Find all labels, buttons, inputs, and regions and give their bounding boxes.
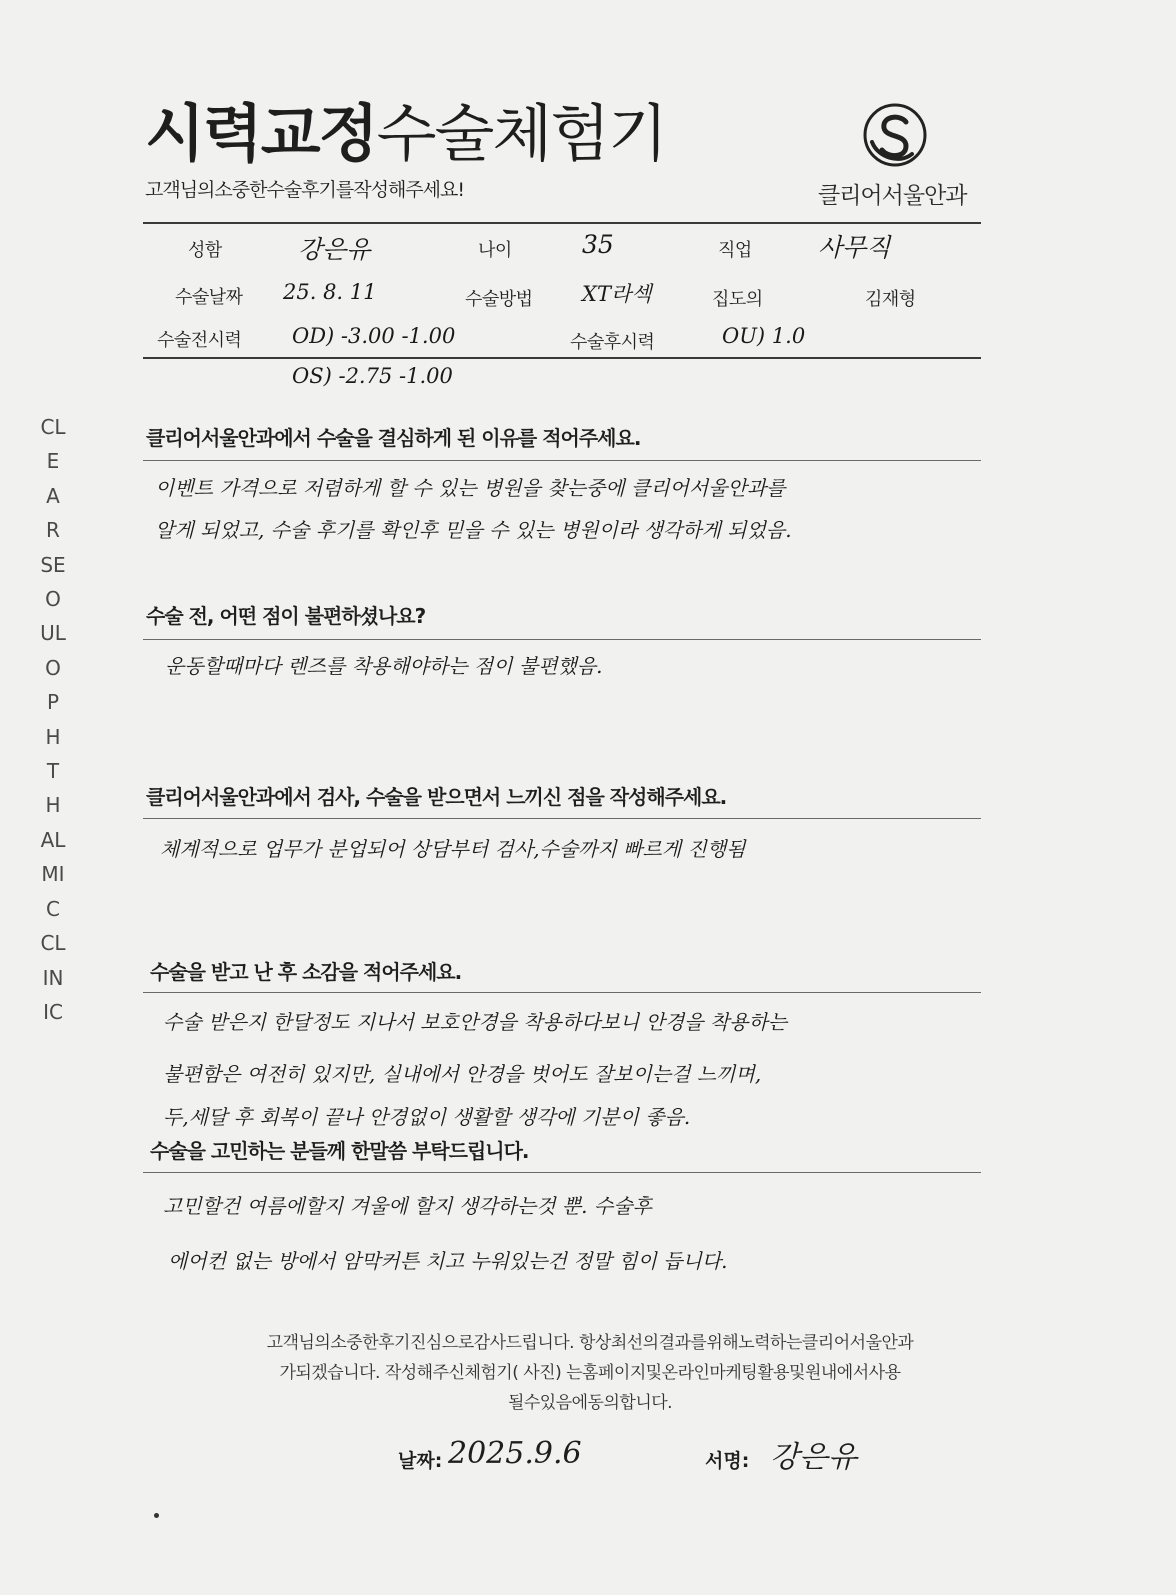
pre-vision-os: OS) -2.75 -1.00 — [292, 364, 453, 388]
page-subtitle: 고객님의소중한수술후기를작성해주세요! — [145, 179, 464, 201]
footer-date-label: 날짜: — [398, 1450, 443, 1472]
info-divider — [143, 357, 981, 359]
question-5-divider — [143, 1172, 981, 1173]
job-label: 직업 — [718, 240, 752, 261]
question-1: 클리어서울안과에서 수술을 결심하게 된 이유를 적어주세요. — [146, 426, 641, 450]
answer-3-line-1: 체계적으로 업무가 분업되어 상담부터 검사,수술까지 빠르게 진행됨 — [160, 837, 746, 861]
title-bold: 시력교정 — [145, 97, 377, 170]
surgery-method-label: 수술방법 — [465, 289, 533, 310]
age-label: 나이 — [478, 240, 512, 261]
side-clinic-name: CLEAR SEOUL OPHTHALMIC CLINIC — [40, 415, 73, 1024]
consent-notice-line-1: 고객님의소중한후기진심으로감사드립니다. 항상최선의결과를위해노력하는클리어서울안과 — [266, 1333, 914, 1353]
clinic-logo-text: 클리어서울안과 — [818, 183, 967, 209]
question-3-divider — [143, 818, 981, 819]
page-title — [145, 84, 666, 173]
answer-5-line-1: 고민할건 여름에할지 겨울에 할지 생각하는것 뿐. 수술후 — [163, 1194, 652, 1218]
doctor-value: 김재형 — [865, 289, 916, 310]
question-3: 클리어서울안과에서 검사, 수술을 받으면서 느끼신 점을 작성해주세요. — [146, 785, 727, 809]
answer-4-line-2: 불편함은 여전히 있지만, 실내에서 안경을 벗어도 잘보이는걸 느끼며, — [163, 1062, 762, 1086]
clinic-logo-icon — [860, 100, 930, 170]
header-divider — [143, 222, 981, 224]
consent-notice-line-3: 될수있음에동의합니다. — [507, 1393, 673, 1413]
question-2: 수술 전, 어떤 점이 불편하셨나요? — [146, 604, 426, 628]
consent-notice — [180, 1328, 1000, 1418]
title-light: 수술체험기 — [376, 97, 667, 170]
job-value: 사무직 — [818, 233, 891, 262]
name-label: 성함 — [188, 240, 222, 261]
question-1-divider — [143, 460, 981, 461]
post-vision-label: 수술후시력 — [570, 332, 655, 353]
answer-4-line-1: 수술 받은지 한달정도 지나서 보호안경을 착용하다보니 안경을 착용하는 — [163, 1010, 788, 1034]
question-4-divider — [143, 992, 981, 993]
footer-date-value: 2025.9.6 — [448, 1436, 582, 1471]
footer-signature-label: 서명: — [705, 1450, 750, 1472]
question-5: 수술을 고민하는 분들께 한말씀 부탁드립니다. — [150, 1139, 529, 1163]
consent-notice-line-2: 가되겠습니다. 작성해주신체험기( 사진) 는홈페이지및온라인마케팅활용및원내에서사용 — [279, 1363, 901, 1383]
answer-1-line-2: 알게 되었고, 수술 후기를 확인후 믿을 수 있는 병원이라 생각하게 되었음. — [155, 518, 792, 542]
pre-vision-label: 수술전시력 — [157, 330, 242, 351]
doctor-label: 집도의 — [712, 289, 763, 310]
answer-5-line-2: 에어컨 없는 방에서 암막커튼 치고 누워있는건 정말 힘이 듭니다. — [168, 1249, 728, 1273]
surgery-method-value: XT라섹 — [582, 282, 652, 306]
footer-signature-value: 강은유 — [770, 1440, 857, 1475]
surgery-date-value: 25. 8. 11 — [283, 280, 377, 304]
answer-1-line-1: 이벤트 가격으로 저렴하게 할 수 있는 병원을 찾는중에 클리어서울안과를 — [155, 476, 786, 500]
answer-4-line-3: 두,세달 후 회복이 끝나 안경없이 생활할 생각에 기분이 좋음. — [163, 1105, 691, 1129]
surgery-date-label: 수술날짜 — [175, 287, 243, 308]
post-vision-value: OU) 1.0 — [722, 324, 806, 348]
question-4: 수술을 받고 난 후 소감을 적어주세요. — [150, 960, 462, 984]
name-value: 강은유 — [298, 235, 371, 264]
scan-speck — [154, 1513, 159, 1518]
question-2-divider — [143, 639, 981, 640]
pre-vision-od: OD) -3.00 -1.00 — [292, 324, 456, 348]
age-value: 35 — [582, 230, 614, 259]
answer-2-line-1: 운동할때마다 렌즈를 착용해야하는 점이 불편했음. — [165, 654, 603, 678]
